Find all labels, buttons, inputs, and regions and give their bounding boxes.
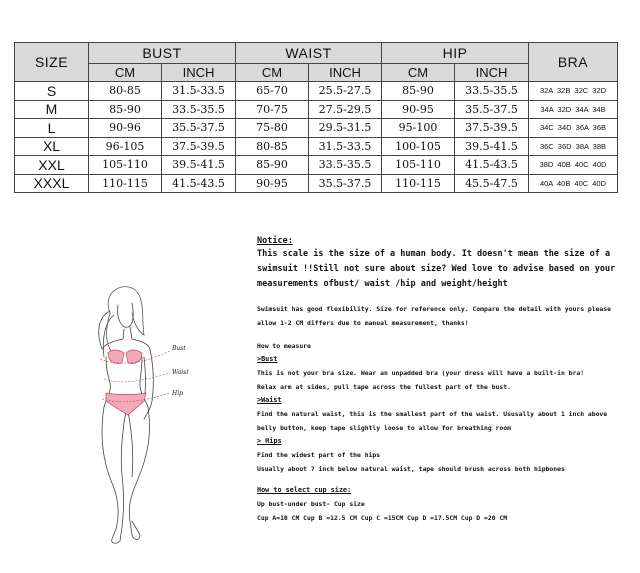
- how-to-measure: How to measure: [257, 342, 311, 350]
- hip-cm-cell: 95-100: [382, 119, 455, 138]
- notice-line: swimsuit !!Still not sure about size? Wed love to advise based on your: [257, 264, 616, 274]
- flex-line: allow 1-2 CM differs due to manual measurement, thanks!: [257, 319, 469, 327]
- unit-header: CM: [236, 64, 309, 82]
- bust-inch-cell: 33.5-35.5: [162, 100, 236, 119]
- table-row: [15, 119, 618, 138]
- table-row: [15, 100, 618, 119]
- woman-figure-illustration: [82, 283, 202, 545]
- unit-header: INCH: [309, 64, 382, 82]
- size-chart-table: [14, 42, 618, 193]
- waist-label: Waist: [172, 369, 189, 376]
- bust-cm-cell: 90-96: [89, 119, 162, 138]
- waist-inch-cell: 31.5-33.5: [309, 137, 382, 156]
- bust-label: Bust: [172, 345, 186, 352]
- waist-line: Find the natural waist, this is the smallest part of the waist. Ususally about 1 inch above: [257, 410, 608, 418]
- bust-inch-cell: 41.5-43.5: [162, 174, 236, 193]
- unit-header: INCH: [455, 64, 529, 82]
- bust-cm-cell: 110-115: [89, 174, 162, 193]
- body-measurement-figure: [82, 283, 202, 545]
- hip-cm-cell: 90-95: [382, 100, 455, 119]
- unit-header: INCH: [162, 64, 236, 82]
- bra-cell: 38D 40B 40C 40D: [529, 156, 618, 175]
- table-row: [15, 156, 618, 175]
- hip-header: HIP: [382, 43, 529, 64]
- bra-cell: 34C 34D 36A 36B: [529, 119, 618, 138]
- bra-cell: 40A 40B 40C 40D: [529, 174, 618, 193]
- bust-inch-cell: 31.5-33.5: [162, 82, 236, 101]
- bust-cm-cell: 80-85: [89, 82, 162, 101]
- size-header: SIZE: [15, 43, 89, 82]
- bust-cm-cell: 85-90: [89, 100, 162, 119]
- hip-cm-cell: 110-115: [382, 174, 455, 193]
- waist-inch-cell: 29.5-31.5: [309, 119, 382, 138]
- waist-section-title: >Waist: [257, 396, 282, 404]
- size-cell: XL: [15, 137, 89, 156]
- waist-cm-cell: 80-85: [236, 137, 309, 156]
- bust-line: This is not your bra size. Wear an unpadded bra (your dress will have a built-in bra!: [257, 369, 585, 377]
- waist-line: belly button, keep tape slightly loose to allow for breathing room: [257, 424, 511, 432]
- bust-inch-cell: 39.5-41.5: [162, 156, 236, 175]
- bra-header: BRA: [529, 43, 618, 82]
- size-cell: M: [15, 100, 89, 119]
- bust-inch-cell: 35.5-37.5: [162, 119, 236, 138]
- cup-line: Cup A=10 CM Cup B =12.5 CM Cup C =15CM Cup D =17.5CM Cup D =20 CM: [257, 514, 508, 522]
- hips-section-title: > Hips: [257, 437, 282, 445]
- measurement-notes: [257, 236, 637, 525]
- hip-label: Hip: [172, 390, 183, 397]
- bust-header: BUST: [89, 43, 236, 64]
- hip-inch-cell: 45.5-47.5: [455, 174, 529, 193]
- hip-inch-cell: 33.5-35.5: [455, 82, 529, 101]
- hips-line: Find the widest part of the hips: [257, 451, 381, 459]
- bust-inch-cell: 37.5-39.5: [162, 137, 236, 156]
- waist-inch-cell: 35.5-37.5: [309, 174, 382, 193]
- bra-cell: 34A 32D 34A 34B: [529, 100, 618, 119]
- notice-line: measurements ofbust/ waist /hip and weight/height: [257, 279, 508, 289]
- waist-cm-cell: 90-95: [236, 174, 309, 193]
- bra-cell: 32A 32B 32C 32D: [529, 82, 618, 101]
- hips-line: Usually about 7 inch below natural waist, tape should brush across both hipbones: [257, 465, 565, 473]
- cup-section-title: How to select cup size:: [257, 486, 352, 494]
- size-cell: XXXL: [15, 174, 89, 193]
- notice-line: This scale is the size of a human body. It doesn't mean the size of a: [257, 249, 611, 259]
- hip-cm-cell: 100-105: [382, 137, 455, 156]
- table-row: [15, 82, 618, 101]
- unit-header: CM: [382, 64, 455, 82]
- table-row: [15, 174, 618, 193]
- bust-line: Relax arm at sides, pull tape across the fullest part of the bust.: [257, 383, 511, 391]
- hip-inch-cell: 37.5-39.5: [455, 119, 529, 138]
- bust-section-title: >Bust: [257, 355, 278, 363]
- unit-header: CM: [89, 64, 162, 82]
- hip-inch-cell: 35.5-37.5: [455, 100, 529, 119]
- waist-header: WAIST: [236, 43, 382, 64]
- cup-line: Up bust-under bust- Cup size: [257, 500, 365, 508]
- size-cell: L: [15, 119, 89, 138]
- hip-cm-cell: 85-90: [382, 82, 455, 101]
- hip-inch-cell: 41.5-43.5: [455, 156, 529, 175]
- waist-cm-cell: 65-70: [236, 82, 309, 101]
- waist-cm-cell: 75-80: [236, 119, 309, 138]
- notice-title: Notice:: [257, 236, 293, 246]
- bust-cm-cell: 96-105: [89, 137, 162, 156]
- waist-cm-cell: 70-75: [236, 100, 309, 119]
- waist-inch-cell: 33.5-35.5: [309, 156, 382, 175]
- waist-inch-cell: 27.5-29.5: [309, 100, 382, 119]
- bust-cm-cell: 105-110: [89, 156, 162, 175]
- waist-inch-cell: 25.5-27.5: [309, 82, 382, 101]
- flex-line: Swimsuit has good flexibility. Size for reference only. Compare the detail with yours please: [257, 305, 611, 313]
- table-row: [15, 137, 618, 156]
- bra-cell: 36C 36D 38A 38B: [529, 137, 618, 156]
- waist-cm-cell: 85-90: [236, 156, 309, 175]
- size-cell: XXL: [15, 156, 89, 175]
- hip-inch-cell: 39.5-41.5: [455, 137, 529, 156]
- hip-cm-cell: 105-110: [382, 156, 455, 175]
- size-cell: S: [15, 82, 89, 101]
